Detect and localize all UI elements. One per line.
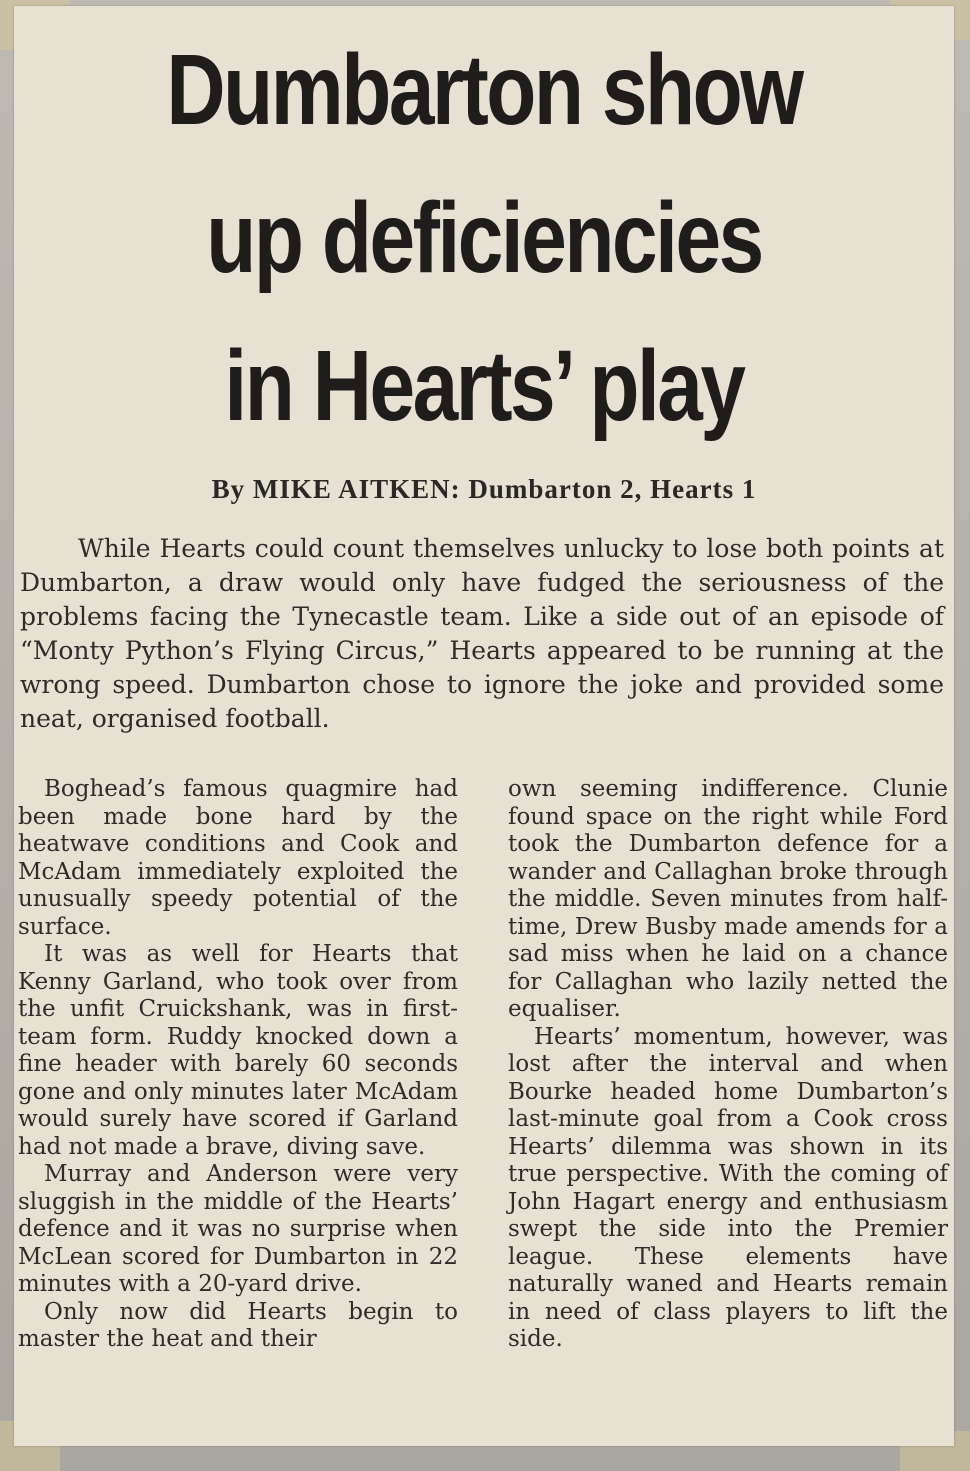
right-column xyxy=(508,776,948,1354)
byline: By MIKE AITKEN: Dumbarton 2, Hearts 1 xyxy=(211,474,757,504)
left-paragraph-1: Boghead’s famous quagmire had been made bone hard by the heatwave conditions and Cook and McAdam immediately exploited the unusually speedy potential of the surface. xyxy=(18,776,458,940)
left-column xyxy=(18,776,458,1354)
right-paragraph-1: Hearts’ momentum, however, was lost after the interval and when Bourke headed home Dumbarton’s last-minute goal from a Cook cross Hearts’ dilemma was shown in its true perspective. With the coming of John Hagart energy and enthusiasm swept the side into the Premier league. These elements have naturally waned and Hearts remain in need of class players to lift the side. xyxy=(508,1023,948,1352)
left-paragraph-3: Murray and Anderson were very sluggish in the middle of the Hearts’ defence and it was no surprise when McLean scored for Dumbarton in 22 minutes with a 20-yard drive. xyxy=(18,1161,458,1297)
right-paragraph-continued: own seeming indifference. Clunie found space on the right while Ford took the Dumbarton defence for a wander and Callaghan broke through the middle. Seven minutes from half-time, Drew Busby made amends for a sad miss when he laid on a chance for Callaghan who lazily netted the equaliser. xyxy=(508,776,948,1022)
left-paragraph-2: It was as well for Hearts that Kenny Garland, who took over from the unfit Cruickshank, was in first-team form. Ruddy knocked down a fine header with barely 60 seconds gone and only minutes later McAdam would surely have scored if Garland had not made a brave, diving save. xyxy=(18,941,458,1160)
headline-line-1: Dumbarton show xyxy=(166,34,802,146)
newspaper-clipping xyxy=(14,6,954,1446)
headline xyxy=(99,16,870,460)
intro-text: While Hearts could count themselves unlucky to lose both points at Dumbarton, a draw would only have fudged the seriousness of the problems facing the Tynecastle team. Like a side out of an episode of “Monty Python’s Flying Circus,” Hearts appeared to be running at the wrong speed. Dumbarton chose to ignore the joke and provided some neat, organised football. xyxy=(20,534,944,733)
headline-line-2: up deficiencies xyxy=(206,182,762,294)
left-paragraph-4: Only now did Hearts begin to master the heat and their xyxy=(18,1298,458,1352)
headline-line-3: in Hearts’ play xyxy=(224,330,744,442)
intro-paragraph xyxy=(20,532,944,736)
